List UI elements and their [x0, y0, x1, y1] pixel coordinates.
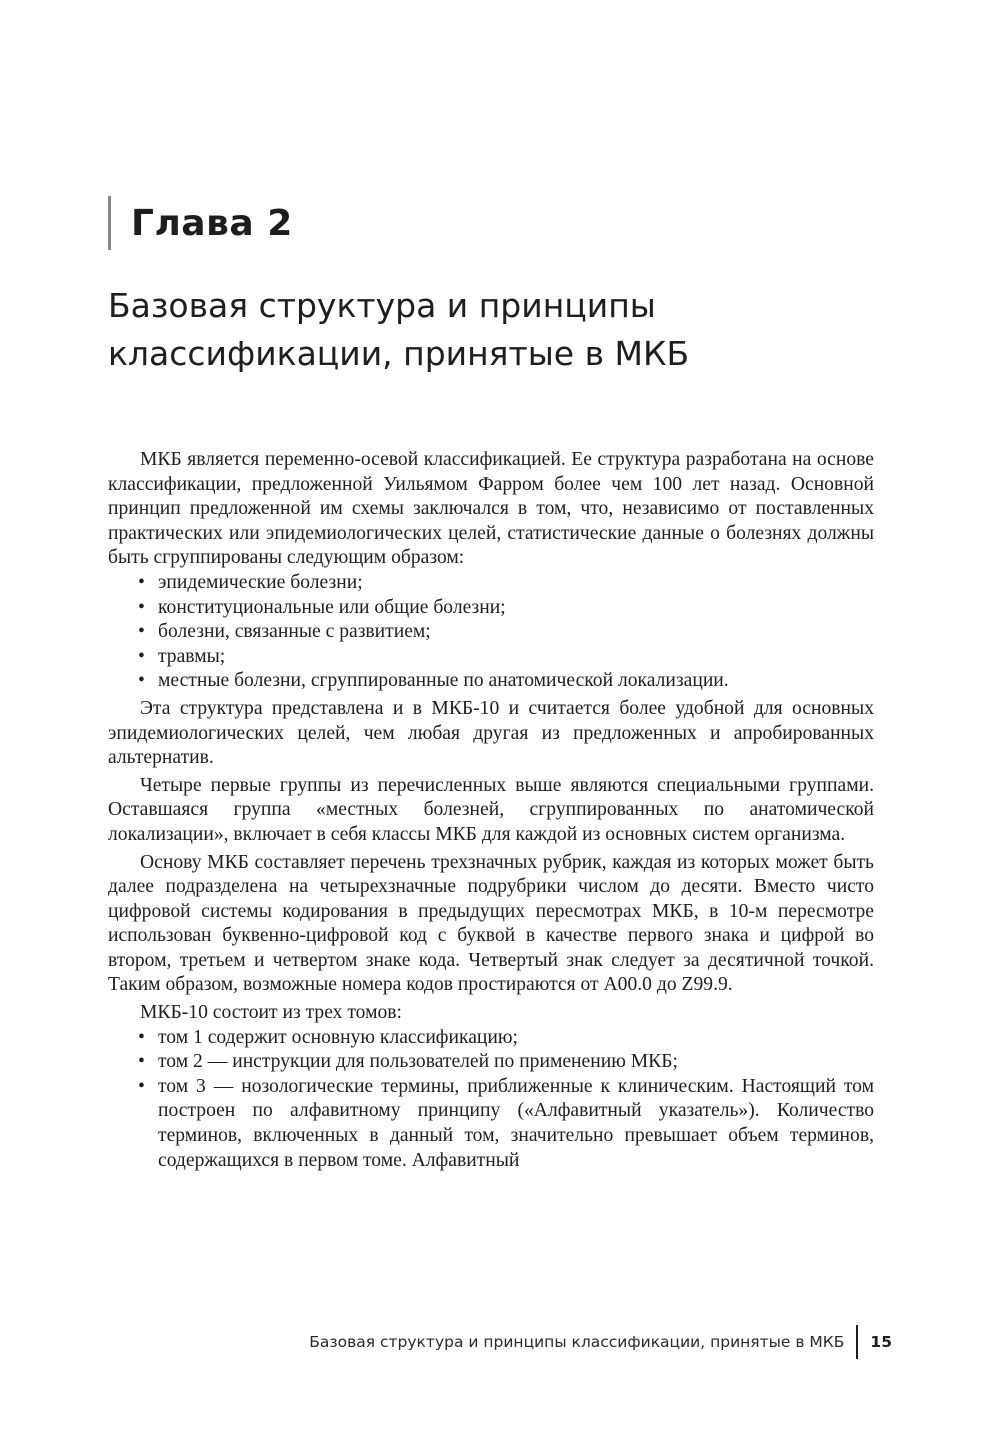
chapter-bar-divider [108, 196, 111, 250]
list-item: • эпидемические болезни; [108, 571, 874, 596]
chapter-title-line-1: Базовая структура и принципы [108, 286, 656, 325]
bullet-icon: • [138, 1075, 145, 1097]
list-item: • том 3 — нозологические термины, приближенные к клиническим. Настоящий том построен по алфавитному принципу («Алфавитный указатель»). Количество терминов, включенных в данный том, значительно превышает объем терминов, содержащихся в первом томе. Алфавитный [138, 1075, 874, 1171]
bullet-list-volumes [108, 1026, 874, 1174]
chapter-label [108, 196, 293, 250]
list-item: • болезни, связанные с развитием; [108, 620, 874, 645]
list-item: • конституциональные или общие болезни; [108, 596, 874, 621]
bullet-icon: • [138, 670, 145, 692]
paragraph-3: Четыре первые группы из перечисленных выше являются специальными группами. Оставшаяся группа «местных болезней, сгруппированных по анатомической локализации», включает в себя классы МКБ для каждой из основных систем организма. [108, 774, 874, 845]
bullet-icon: • [138, 645, 145, 667]
paragraph-2: Эта структура представлена и в МКБ-10 и считается более удобной для основных эпидемиологических целей, чем любая другая из предложенных и апробированных альтернатив. [108, 697, 874, 769]
bullet-icon: • [138, 571, 145, 593]
body-text [108, 448, 874, 1176]
list-item: • том 1 содержит основную классификацию; [108, 1026, 874, 1051]
bullet-icon: • [138, 621, 145, 643]
paragraph-5: МКБ-10 состоит из трех томов: [140, 1002, 402, 1024]
bullet-icon: • [138, 596, 145, 618]
footer-divider [856, 1325, 858, 1359]
list-item: • том 2 — инструкции для пользователей по применению МКБ; [108, 1050, 874, 1075]
bullet-icon: • [138, 1051, 145, 1073]
chapter-title-line-2: классификации, принятые в МКБ [108, 334, 690, 373]
paragraph-1: МКБ является переменно-осевой классификацией. Ее структура разработана на основе классификации, предложенной Уильямом Фарром более чем 100 лет назад. Основной принцип предложенной им схемы заключался в том, что, независимо от поставленных практических или эпидемиологических целей, статистические данные о болезнях должны быть сгруппированы следующим образом: [108, 449, 874, 569]
chapter-number: Глава 2 [131, 202, 293, 244]
running-title: Базовая структура и принципы классификации, принятые в МКБ [309, 1333, 845, 1351]
list-item: • травмы; [108, 645, 874, 670]
paragraph-4: Основу МКБ составляет перечень трехзначных рубрик, каждая из которых может быть далее подразделена на четырехзначные подрубрики числом до десяти. Вместо чисто цифровой системы кодирования в предыдущих пересмотрах МКБ, в 10-м пересмотре использован буквенно-цифровой код с буквой в качестве первого знака и цифрой во втором, третьем и четвертом знаке кода. Четвертый знак следует за десятичной точкой. Таким образом, возможные номера кодов простираются от A00.0 до Z99.9. [108, 851, 874, 996]
list-item: • местные болезни, сгруппированные по анатомической локализации. [108, 669, 874, 694]
bullet-icon: • [138, 1026, 145, 1048]
page-number: 15 [870, 1333, 892, 1351]
bullet-list-disease-groups [108, 571, 874, 694]
chapter-title [108, 282, 888, 378]
page-footer [309, 1325, 892, 1359]
